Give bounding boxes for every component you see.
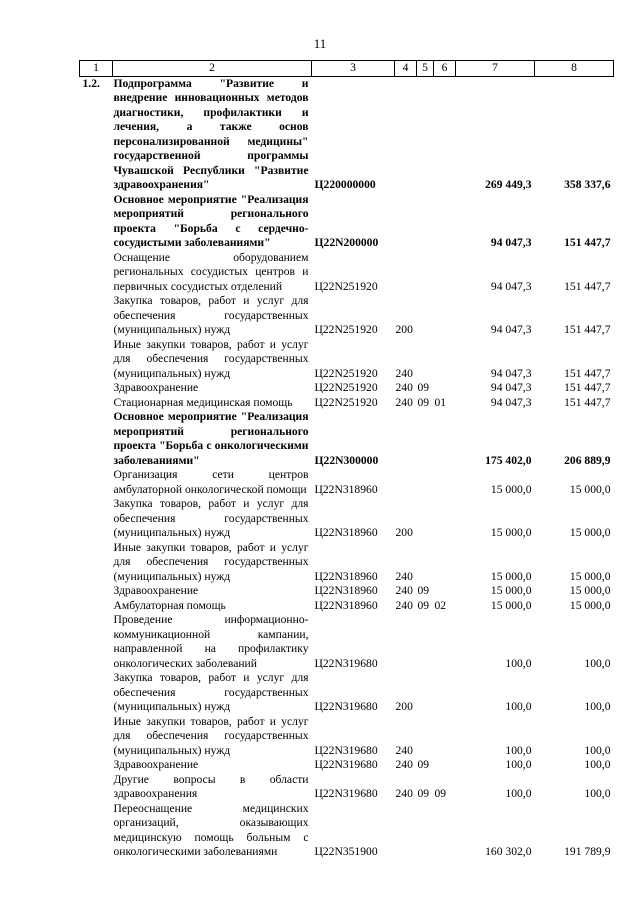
- subsection: [434, 758, 456, 773]
- table-row: [80, 541, 614, 585]
- amount-year-2: 191 789,9: [564, 845, 611, 858]
- section: 09: [417, 758, 430, 771]
- table-row: [80, 599, 614, 614]
- table-row: [80, 468, 614, 497]
- row-name: Закупка товаров, работ и услуг для обеспечения государственных (муниципальных) нужд: [113, 497, 309, 539]
- section: [417, 338, 434, 382]
- row-name: Здравоохранение: [113, 584, 199, 597]
- row-name: Другие вопросы в области здравоохранения: [113, 772, 309, 800]
- section: [417, 294, 434, 338]
- row-number: [80, 193, 113, 251]
- row-name: Основное мероприятие "Реализация мероприятий регионального проекта "Борьба с онкологическими заболеваниями": [113, 410, 309, 467]
- row-name: Оснащение оборудованием региональных сосудистых центров и первичных сосудистых отделений: [113, 250, 309, 293]
- expense-type: 240: [395, 743, 413, 757]
- expense-type: [395, 468, 417, 497]
- amount-year-2: 151 447,7: [564, 279, 611, 293]
- row-number: [80, 802, 113, 860]
- row-number: [80, 294, 113, 338]
- amount-year-1: 94 047,3: [490, 323, 532, 336]
- row-number: [80, 773, 113, 802]
- row-name: Закупка товаров, работ и услуг для обеспечения государственных (муниципальных) нужд: [113, 294, 309, 336]
- subsection: 01: [434, 395, 447, 409]
- target-code: Ц22N318960: [314, 482, 378, 496]
- table-row: [80, 193, 614, 251]
- section: [417, 410, 434, 468]
- expense-type: 200: [395, 526, 413, 539]
- target-code: Ц22N200000: [314, 236, 379, 249]
- row-name: Здравоохранение: [113, 758, 199, 771]
- section: [417, 715, 434, 759]
- amount-year-1: 94 047,3: [490, 366, 532, 380]
- section: [417, 251, 434, 295]
- row-number: [80, 381, 113, 396]
- amount-year-2: 100,0: [584, 700, 611, 713]
- section: [417, 76, 434, 193]
- table-row: [80, 773, 614, 802]
- expense-type: 200: [395, 700, 413, 713]
- table-row: [80, 758, 614, 773]
- amount-year-2: 151 447,7: [564, 323, 611, 336]
- row-number: [80, 758, 113, 773]
- amount-year-1: 269 449,3: [485, 178, 532, 191]
- subsection: [434, 584, 456, 599]
- table-row: [80, 613, 614, 671]
- amount-year-1: 94 047,3: [490, 279, 532, 293]
- row-number: [80, 251, 113, 295]
- amount-year-1: 94 047,3: [490, 236, 532, 249]
- amount-year-1: 15 000,0: [490, 526, 532, 539]
- subsection: [434, 294, 456, 338]
- amount-year-1: 94 047,3: [490, 381, 532, 394]
- table-row: [80, 410, 614, 468]
- expense-type: 240: [395, 366, 413, 380]
- section: 09: [417, 381, 430, 394]
- target-code: Ц220000000: [314, 178, 376, 191]
- expense-type: 240: [395, 758, 413, 771]
- expense-type: [395, 802, 417, 860]
- row-name: Основное мероприятие "Реализация мероприятий регионального проекта "Борьба с сердечно-сосудистыми заболеваниями": [113, 192, 309, 249]
- page-number: 11: [313, 36, 327, 51]
- table-row: [80, 381, 614, 396]
- subsection: [434, 541, 456, 585]
- row-number: [80, 599, 113, 614]
- subsection: [434, 613, 456, 671]
- target-code: Ц22N251920: [314, 395, 378, 409]
- target-code: Ц22N251920: [314, 366, 378, 380]
- expense-type: 240: [395, 598, 413, 612]
- amount-year-2: 15 000,0: [569, 569, 611, 583]
- amount-year-1: 94 047,3: [490, 395, 532, 409]
- row-name: Амбулаторная помощь: [113, 598, 226, 612]
- subsection: [434, 193, 456, 251]
- target-code: Ц22N319680: [314, 787, 378, 800]
- amount-year-1: 15 000,0: [490, 482, 532, 496]
- row-name: Подпрограмма "Развитие и внедрение инновационных методов диагностики, профилактики и лечения, а также основ персонализированной медицины" государственной программы Чувашской Республики "Развитие здравоохранения": [113, 76, 309, 191]
- row-number: [80, 410, 113, 468]
- target-code: Ц22N318960: [314, 526, 378, 539]
- subsection: [434, 497, 456, 541]
- amount-year-2: 15 000,0: [569, 584, 611, 597]
- expense-type: [395, 410, 417, 468]
- table-row: [80, 396, 614, 411]
- target-code: Ц22N251920: [314, 381, 378, 394]
- target-code: Ц22N300000: [314, 453, 379, 467]
- table-body: [80, 76, 614, 860]
- amount-year-2: 206 889,9: [564, 453, 611, 467]
- subsection: [434, 802, 456, 860]
- amount-year-1: 160 302,0: [485, 845, 532, 858]
- amount-year-2: 151 447,7: [564, 236, 611, 249]
- amount-year-1: 15 000,0: [490, 598, 532, 612]
- column-number-row: [80, 61, 614, 77]
- table-row: [80, 338, 614, 382]
- section: 09: [417, 395, 430, 409]
- amount-year-2: 15 000,0: [569, 482, 611, 496]
- amount-year-1: 100,0: [505, 700, 532, 713]
- row-number: [80, 338, 113, 382]
- column-header: 2: [113, 61, 312, 77]
- section: [417, 671, 434, 715]
- subsection: [434, 671, 456, 715]
- row-name: Организация сети центров амбулаторной онкологической помощи: [113, 468, 309, 496]
- section: 09: [417, 598, 430, 612]
- target-code: Ц22N318960: [314, 584, 378, 597]
- amount-year-2: 151 447,7: [564, 381, 611, 394]
- amount-year-1: 175 402,0: [485, 453, 532, 467]
- row-number: [80, 715, 113, 759]
- expense-type: 240: [395, 381, 413, 394]
- amount-year-2: 358 337,6: [564, 178, 611, 191]
- row-name: Здравоохранение: [113, 381, 199, 394]
- subsection: [434, 715, 456, 759]
- target-code: Ц22N319680: [314, 758, 378, 771]
- target-code: Ц22N318960: [314, 598, 378, 612]
- amount-year-1: 100,0: [505, 743, 532, 757]
- budget-table: [79, 60, 614, 860]
- table-row: [80, 294, 614, 338]
- amount-year-1: 100,0: [505, 758, 532, 771]
- amount-year-2: 100,0: [584, 758, 611, 771]
- amount-year-1: 15 000,0: [490, 584, 532, 597]
- row-number: [80, 468, 113, 497]
- amount-year-2: 100,0: [584, 743, 611, 757]
- amount-year-2: 151 447,7: [564, 366, 611, 380]
- column-header: 8: [535, 61, 614, 77]
- row-number: [80, 584, 113, 599]
- subsection: [434, 76, 456, 193]
- expense-type: [395, 193, 417, 251]
- row-name: Переоснащение медицинских организаций, оказывающих медицинскую помощь больным с онкологическими заболеваниями: [113, 801, 309, 858]
- target-code: Ц22N251920: [314, 279, 378, 293]
- amount-year-2: 15 000,0: [569, 526, 611, 539]
- section: [417, 497, 434, 541]
- row-number: [80, 497, 113, 541]
- subsection: [434, 381, 456, 396]
- expense-type: 240: [395, 584, 413, 597]
- expense-type: [395, 613, 417, 671]
- expense-type: [395, 251, 417, 295]
- amount-year-1: 100,0: [505, 787, 532, 800]
- row-number: [80, 541, 113, 585]
- target-code: Ц22N319680: [314, 700, 378, 713]
- section: [417, 468, 434, 497]
- expense-type: 240: [395, 787, 413, 800]
- amount-year-2: 15 000,0: [569, 598, 611, 612]
- table-row: [80, 76, 614, 193]
- section: 09: [417, 787, 430, 800]
- section: [417, 541, 434, 585]
- target-code: Ц22N251920: [314, 323, 378, 336]
- table-row: [80, 251, 614, 295]
- target-code: Ц22N351900: [314, 845, 378, 858]
- column-header: 1: [80, 61, 113, 77]
- row-number: 1.2.: [82, 76, 100, 90]
- row-number: [80, 671, 113, 715]
- row-name: Иные закупки товаров, работ и услуг для обеспечения государственных (муниципальных) нужд: [113, 337, 309, 380]
- section: [417, 613, 434, 671]
- column-header: 7: [456, 61, 535, 77]
- section: [417, 802, 434, 860]
- table-row: [80, 584, 614, 599]
- subsection: 02: [434, 598, 447, 612]
- column-header: 5: [417, 61, 434, 77]
- expense-type: 240: [395, 395, 413, 409]
- row-name: Иные закупки товаров, работ и услуг для обеспечения государственных (муниципальных) нужд: [113, 714, 309, 757]
- expense-type: [395, 76, 417, 193]
- amount-year-1: 100,0: [505, 656, 532, 670]
- row-number: [80, 396, 113, 411]
- table-row: [80, 497, 614, 541]
- amount-year-2: 100,0: [584, 787, 611, 800]
- expense-type: 200: [395, 323, 413, 336]
- subsection: [434, 251, 456, 295]
- target-code: Ц22N318960: [314, 569, 378, 583]
- amount-year-1: 15 000,0: [490, 569, 532, 583]
- column-header: 6: [434, 61, 456, 77]
- table-row: [80, 671, 614, 715]
- column-header: 4: [395, 61, 417, 77]
- subsection: 09: [434, 787, 447, 800]
- section: 09: [417, 584, 430, 597]
- row-name: Стационарная медицинская помощь: [113, 395, 293, 409]
- target-code: Ц22N319680: [314, 743, 378, 757]
- expense-type: 240: [395, 569, 413, 583]
- row-name: Проведение информационно-коммуникационной кампании, направленной на профилактику онкологических заболеваний: [113, 613, 309, 670]
- row-number: [80, 613, 113, 671]
- subsection: [434, 410, 456, 468]
- subsection: [434, 338, 456, 382]
- section: [417, 193, 434, 251]
- table-row: [80, 802, 614, 860]
- column-header: 3: [312, 61, 395, 77]
- row-name: Иные закупки товаров, работ и услуг для обеспечения государственных (муниципальных) нужд: [113, 540, 309, 583]
- table-row: [80, 715, 614, 759]
- amount-year-2: 151 447,7: [564, 395, 611, 409]
- subsection: [434, 468, 456, 497]
- row-name: Закупка товаров, работ и услуг для обеспечения государственных (муниципальных) нужд: [113, 671, 309, 713]
- amount-year-2: 100,0: [584, 656, 611, 670]
- target-code: Ц22N319680: [314, 656, 378, 670]
